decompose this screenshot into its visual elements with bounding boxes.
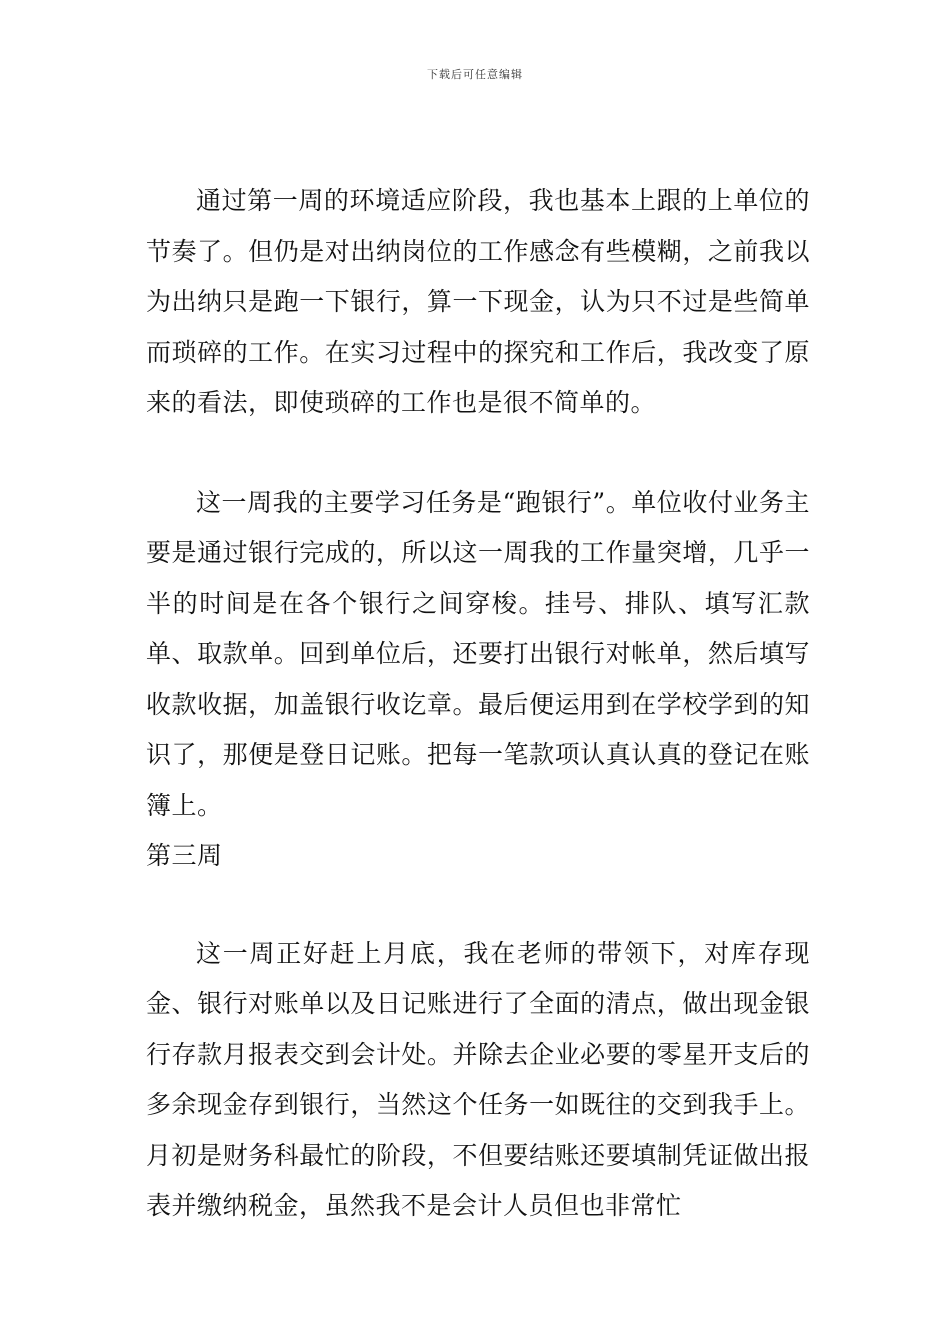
document-body — [146, 176, 810, 1232]
paragraph-spacer — [146, 429, 810, 478]
heading-spacer — [146, 882, 810, 929]
paragraph-month-end: 这一周正好赶上月底，我在老师的带领下，对库存现金、银行对账单以及日记账进行了全面的清点，做出现金银行存款月报表交到会计处。并除去企业必要的零星开支后的多余现金存到银行，当然这个任务一如既往的交到我手上。月初是财务科最忙的阶段，不但要结账还要填制凭证做出报表并缴纳税金，虽然我不是会计人员但也非常忙 — [146, 938, 810, 1220]
section-heading-week-three: 第三周 — [146, 841, 223, 870]
paragraph-bank-tasks: 这一周我的主要学习任务是“跑银行”。单位收付业务主要是通过银行完成的，所以这一周我的工作量突增，几乎一半的时间是在各个银行之间穿梭。挂号、排队、填写汇款单、取款单。回到单位后，还要打出银行对帐单，然后填写收款收据，加盖银行收讫章。最后便运用到在学校学到的知识了，那便是登日记账。把每一笔款项认真认真的登记在账簿上。 — [146, 487, 810, 820]
paragraph-week-adjustment: 通过第一周的环境适应阶段，我也基本上跟的上单位的节奏了。但仍是对出纳岗位的工作感念有些模糊，之前我以为出纳只是跑一下银行，算一下现金，认为只不过是些简单而琐碎的工作。在实习过程中的探究和工作后，我改变了原来的看法，即使琐碎的工作也是很不简单的。 — [146, 186, 810, 417]
header-note: 下载后可任意编辑 — [427, 68, 523, 81]
